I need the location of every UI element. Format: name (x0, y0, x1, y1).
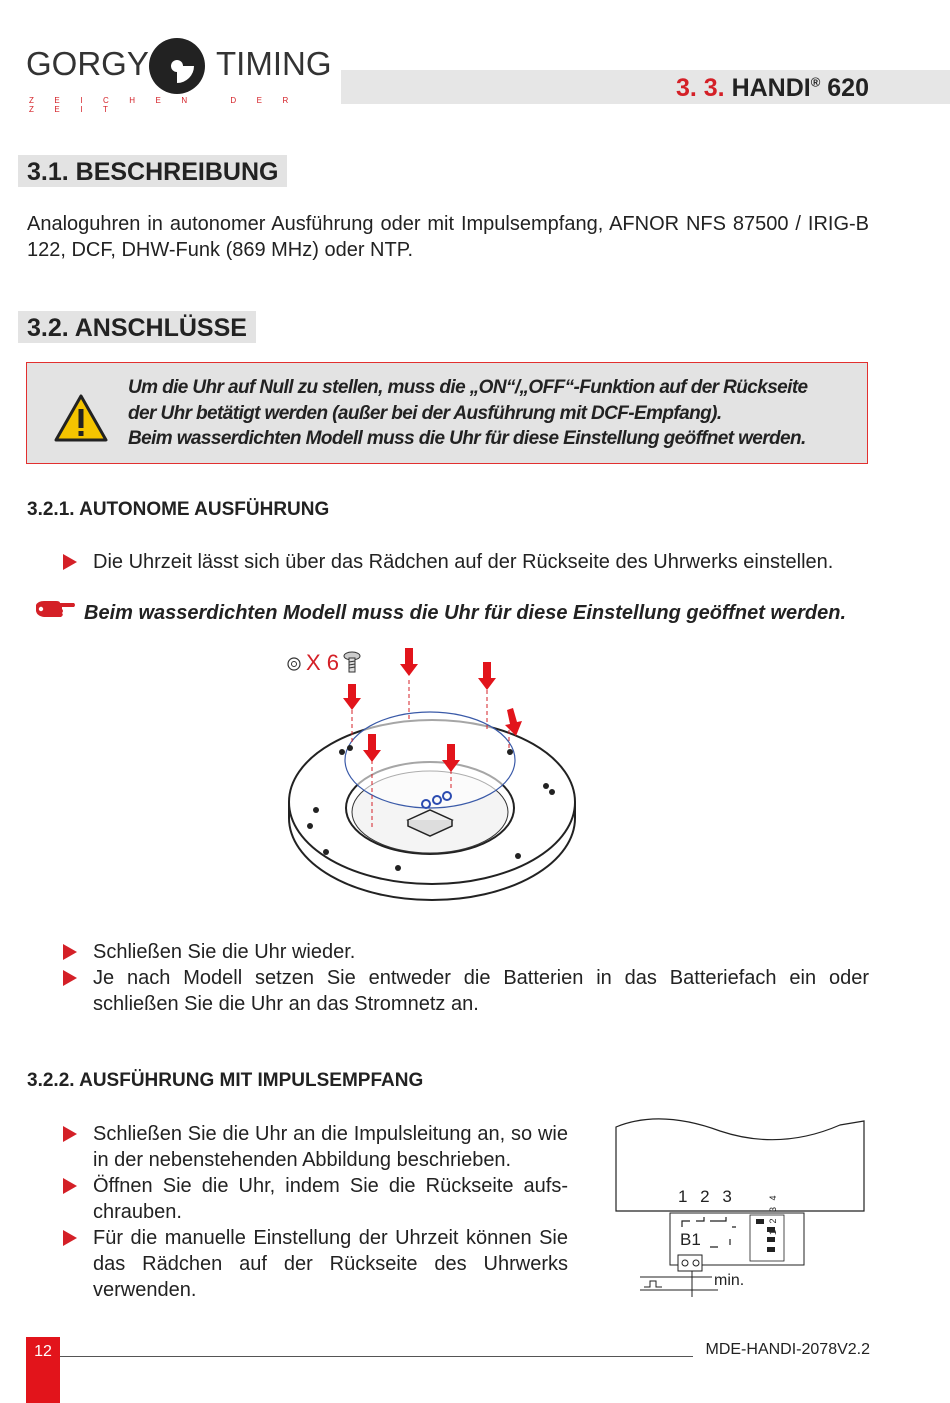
subsection-heading-impuls: 3.2.2. AUSFÜHRUNG MIT IMPULSEMPFANG (27, 1070, 424, 1091)
pointing-hand-icon (34, 597, 76, 619)
screw-count-label: X 6 (306, 650, 340, 675)
bullet-item: Für die manuelle Einstellung der Uhrzeit können Sie das Rädchen auf der Rückseite des Uhrwerks verwenden. (93, 1225, 568, 1303)
section-heading-beschreibung: 3.1. BESCHREIBUNG (18, 155, 287, 187)
page-number: 12 (34, 1343, 52, 1360)
block-label: B1 (680, 1230, 701, 1249)
footer-divider (60, 1356, 693, 1357)
chapter-number: 3. 3. (675, 74, 725, 102)
switch-labels: 1 2 3 4 (768, 1193, 778, 1235)
bullet-item: Öffnen Sie die Uhr, indem Sie die Rückseite aufs- chrauben. (93, 1173, 568, 1225)
bullet-item: Die Uhrzeit lässt sich über das Rädchen auf der Rückseite des Uhrwerks einstellen. (93, 549, 873, 575)
bullet-arrow-icon (63, 970, 77, 986)
warning-line-1: Um die Uhr auf Null zu stellen, muss die „ON“/„OFF“-Funktion auf der Rückseite (128, 377, 808, 398)
warning-text (128, 375, 863, 452)
chapter-title (676, 74, 869, 103)
warning-icon (53, 393, 109, 443)
subsection-heading-autonom: 3.2.1. AUTONOME AUSFÜHRUNG (27, 499, 330, 520)
bullet-arrow-icon (63, 1178, 77, 1194)
terminal-labels: 1 2 3 (678, 1187, 736, 1206)
bullet-item: Schließen Sie die Uhr wieder. (93, 939, 869, 965)
bullet-item: Je nach Modell setzen Sie entweder die Batterien in das Batteriefach ein oder schließen Sie die Uhr an das Stromnetz an. (93, 965, 869, 1017)
figure-wiring-diagram (610, 1115, 870, 1300)
figure-clock-screws (280, 640, 590, 920)
product-name: HANDI (731, 74, 811, 102)
logo-clock-icon (148, 37, 206, 95)
warning-line-3: Beim wasserdichten Modell muss die Uhr für diese Einstellung geöffnet werden. (128, 428, 806, 449)
bullet-arrow-icon (63, 554, 77, 570)
bullet-item: Schließen Sie die Uhr an die Impulsleitung an, so wie in der nebenstehenden Abbildung beschrieben. (93, 1121, 568, 1173)
logo-tagline: ZEICHEN DER ZEIT (29, 96, 309, 114)
bullet-arrow-icon (63, 1230, 77, 1246)
note-text: Beim wasserdichten Modell muss die Uhr für diese Einstellung geöffnet werden. (84, 602, 847, 624)
bullet-arrow-icon (63, 1126, 77, 1142)
warning-line-2: der Uhr betätigt werden (außer bei der Ausführung mit DCF-Empfang). (128, 402, 722, 424)
warning-box (26, 362, 868, 464)
product-model: 620 (827, 74, 869, 102)
registered-mark: ® (810, 74, 821, 90)
logo-timing: TIMING (216, 45, 332, 82)
min-label: min. (714, 1272, 745, 1289)
document-id: MDE-HANDI-2078V2.2 (705, 1341, 870, 1358)
logo-gorgy: GORGY (26, 45, 149, 82)
bullet-arrow-icon (63, 944, 77, 960)
description-text: Analoguhren in autonomer Ausführung oder mit Impulsempfang, AFNOR NFS 87500 / IRIG-B 122, DCF, DHW-Funk (869 MHz) oder NTP. (27, 213, 869, 261)
section-heading-anschluesse: 3.2. ANSCHLÜSSE (18, 311, 256, 343)
